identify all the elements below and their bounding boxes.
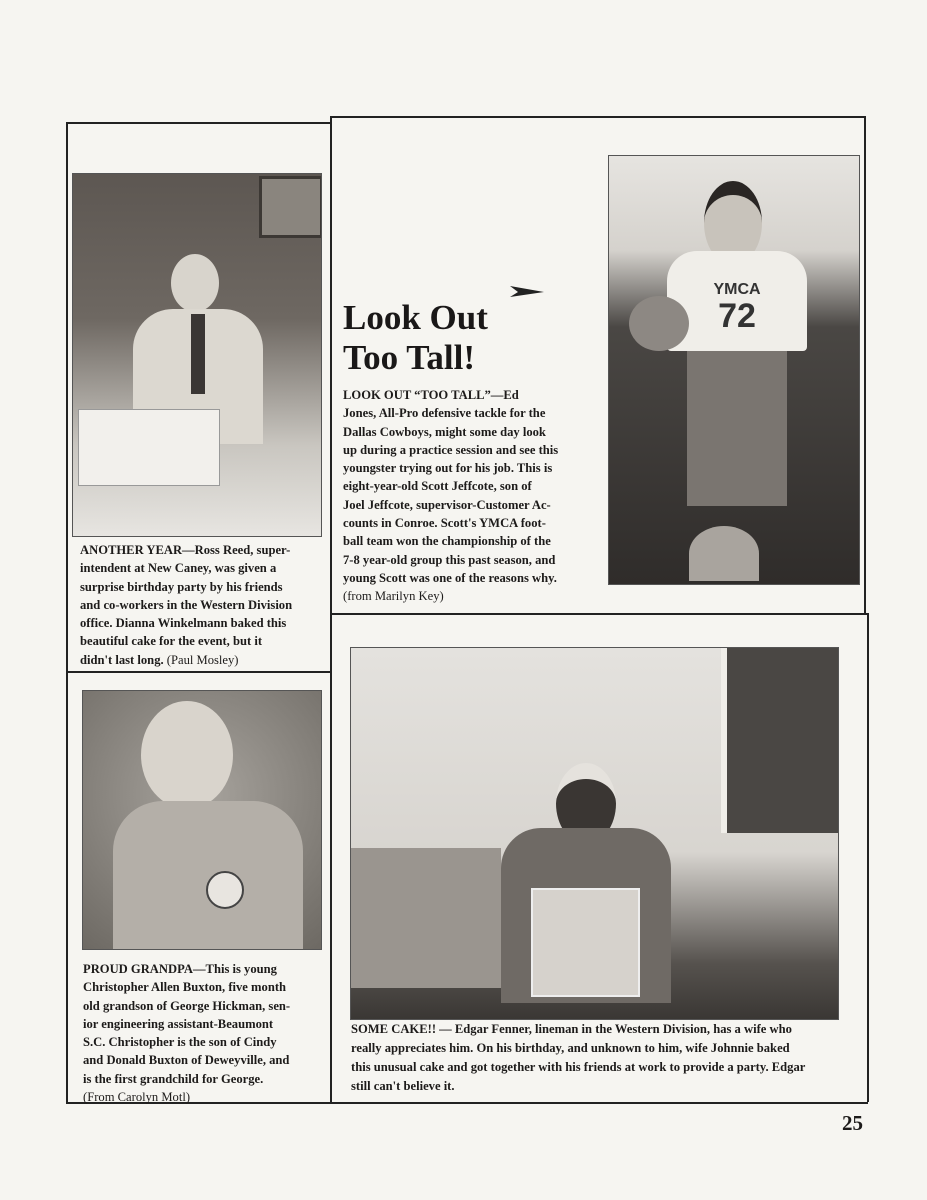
unusual-cake xyxy=(531,888,640,997)
caption-line xyxy=(83,1070,290,1088)
caption-text: office. Dianna Winkelmann baked this xyxy=(80,616,287,631)
caption-line xyxy=(80,541,292,559)
football-helmet xyxy=(629,296,689,351)
pants xyxy=(687,351,787,506)
caption-line xyxy=(83,960,290,978)
caption-line xyxy=(343,514,558,532)
helmet-on-ground xyxy=(689,526,759,581)
caption-line xyxy=(343,404,558,422)
frame-divider-right xyxy=(330,613,868,615)
caption-line xyxy=(351,1020,805,1039)
photo-credit: (from Marilyn Key) xyxy=(343,589,444,604)
caption-line xyxy=(83,997,290,1015)
headline-line-1: Look Out xyxy=(343,298,488,337)
caption-line xyxy=(351,1077,805,1096)
caption-line xyxy=(343,441,558,459)
caption-proud-grandpa xyxy=(83,960,290,1106)
caption-line xyxy=(83,1033,290,1051)
caption-text: intendent at New Caney, was given a xyxy=(80,561,277,576)
caption-text: and Donald Buxton of Deweyville, and xyxy=(83,1053,290,1068)
caption-text: old grandson of George Hickman, sen- xyxy=(83,998,291,1013)
caption-line xyxy=(80,632,292,650)
photo-credit: (From Carolyn Motl) xyxy=(83,1090,191,1105)
caption-another-year xyxy=(80,541,292,669)
caption-line xyxy=(343,423,558,441)
caption-text: S.C. Christopher is the son of Cindy xyxy=(83,1035,277,1050)
caption-text: counts in Conroe. Scott's YMCA foot- xyxy=(343,516,546,531)
photo-scott-jeffcote xyxy=(608,155,860,585)
caption-line xyxy=(80,651,292,669)
caption-line xyxy=(351,1039,805,1058)
photo-christopher-buxton xyxy=(82,690,322,950)
caption-text: Joel Jeffcote, supervisor-Customer Ac- xyxy=(343,497,551,512)
window xyxy=(721,648,839,833)
caption-line xyxy=(83,978,290,996)
caption-text: SOME CAKE!! — Edgar Fenner, lineman in the Western Division, has a wife who xyxy=(351,1022,792,1036)
caption-line xyxy=(351,1058,805,1077)
headline xyxy=(343,298,488,378)
frame-top-left xyxy=(66,122,331,124)
caption-text: ball team won the championship of the xyxy=(343,534,551,549)
caption-text: 7-8 year-old group this past season, and xyxy=(343,552,556,567)
headline-line-2: Too Tall! xyxy=(343,338,475,377)
caption-too-tall xyxy=(343,386,558,606)
jersey-number: 72 xyxy=(718,297,756,335)
shirt-badge xyxy=(206,871,244,909)
caption-text: Jones, All-Pro defensive tackle for the xyxy=(343,406,546,421)
caption-text: didn't last long. xyxy=(80,652,164,667)
caption-text: and co-workers in the Western Division xyxy=(80,597,293,612)
jersey-text: YMCA xyxy=(713,281,761,298)
photo-credit: (Paul Mosley) xyxy=(166,652,239,667)
photo-ross-reed xyxy=(72,173,322,537)
frame-right-lower xyxy=(867,613,869,1102)
caption-text: still can't believe it. xyxy=(351,1079,455,1093)
caption-text: Christopher Allen Buxton, five month xyxy=(83,980,287,995)
frame-left xyxy=(66,122,68,1104)
jersey xyxy=(667,251,807,351)
caption-text: surprise birthday party by his friends xyxy=(80,579,283,594)
caption-line xyxy=(343,459,558,477)
caption-line xyxy=(343,386,558,404)
caption-text: ANOTHER YEAR—Ross Reed, super- xyxy=(80,543,291,557)
caption-text: beautiful cake for the event, but it xyxy=(80,634,263,649)
birthday-cake xyxy=(78,409,220,486)
frame-divider-left xyxy=(66,671,331,673)
caption-text: eight-year-old Scott Jeffcote, son of xyxy=(343,479,532,494)
caption-line xyxy=(343,551,558,569)
caption-text: youngster trying out for his job. This is xyxy=(343,461,553,476)
caption-some-cake xyxy=(351,1020,805,1096)
caption-text: is the first grandchild for George. xyxy=(83,1071,264,1086)
caption-line xyxy=(80,559,292,577)
desk xyxy=(351,848,501,988)
caption-text: LOOK OUT “TOO TALL”—Ed xyxy=(343,388,519,402)
caption-line xyxy=(343,532,558,550)
baby-head xyxy=(141,701,233,809)
page-number: 25 xyxy=(842,1111,863,1135)
frame-top-right xyxy=(330,116,865,118)
frame-divider-vertical xyxy=(330,116,332,1104)
caption-line xyxy=(80,596,292,614)
caption-text: really appreciates him. On his birthday, and unknown to him, wife Johnnie baked xyxy=(351,1041,790,1055)
caption-text: ior engineering assistant-Beaumont xyxy=(83,1016,274,1031)
photo-edgar-fenner xyxy=(350,647,839,1020)
wall-picture xyxy=(259,176,322,238)
caption-line xyxy=(83,1015,290,1033)
caption-line xyxy=(343,569,558,587)
caption-line xyxy=(80,614,292,632)
caption-text: Dallas Cowboys, might some day look xyxy=(343,424,546,439)
baby-shirt xyxy=(113,801,303,949)
caption-line xyxy=(343,477,558,495)
frame-right xyxy=(864,116,866,614)
caption-line xyxy=(83,1051,290,1069)
caption-text: up during a practice session and see this xyxy=(343,442,559,457)
caption-line xyxy=(343,496,558,514)
caption-text: PROUD GRANDPA—This is young xyxy=(83,962,277,976)
caption-text: this unusual cake and got together with his friends at work to provide a party. Edgar xyxy=(351,1060,806,1074)
arrow-pointer-icon xyxy=(510,284,544,298)
caption-line xyxy=(80,578,292,596)
caption-text: young Scott was one of the reasons why. xyxy=(343,570,557,585)
